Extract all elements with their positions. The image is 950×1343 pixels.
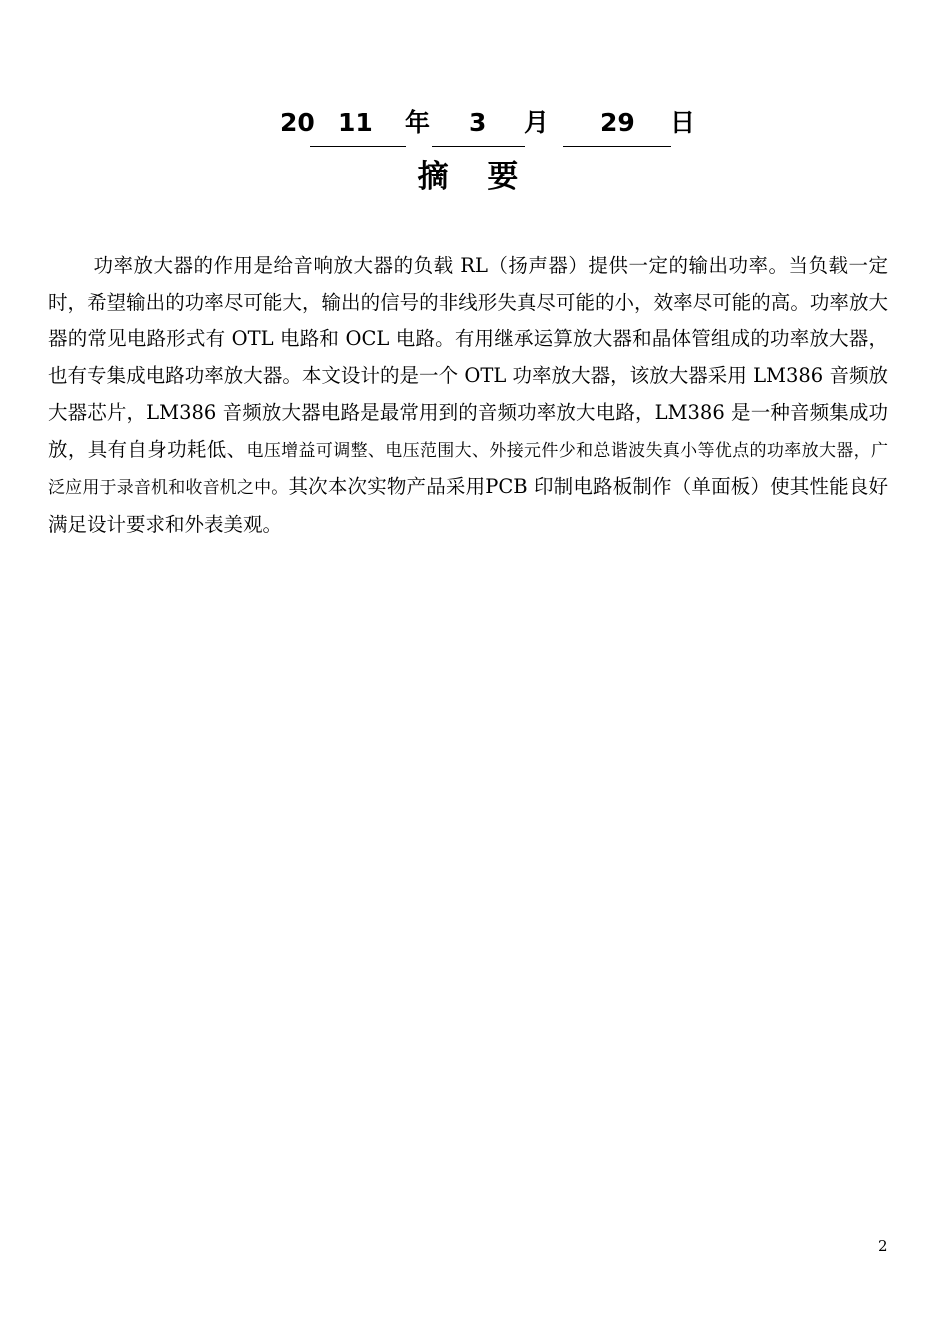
page-number: 2 [878,1237,888,1255]
date-line [0,106,950,146]
abstract-body [48,248,888,544]
date-day: 29 [600,108,635,137]
year-underline [310,146,406,147]
day-underline [563,146,671,147]
abstract-heading: 摘 要 [417,159,533,195]
abstract-text-part3: 其次本次实物产品采用PCB 印制电路板制作（单面板）使其性能良好满足设计要求和外表美观。 [48,475,889,536]
date-month-label: 月 [524,108,550,137]
date-month: 3 [469,108,487,137]
abstract-text-part1: 功率放大器的作用是给音响放大器的负载 RL（扬声器）提供一定的输出功率。当负载一定时，希望输出的功率尽可能大，输出的信号的非线形失真尽可能的小，效率尽可能的高。功率放大器的常见电路形式有 OTL 电路和 OCL 电路。有用继承运算放大器和晶体管组成的功率放大器，也有专集成电路功率放大器。本文设计的是一个 OTL 功率放大器，该放大器采用 LM386 音频放大器芯片，LM386 音频放大器电路是最常用到的音频功率放大电路，LM386 是一种音频集成功放，具有自身功耗低、 [48,254,888,461]
date-year-part2: 11 [338,108,373,137]
date-day-label: 日 [670,108,696,137]
abstract-text-part2: 电压增益可调整、电压范围大、外接元件少和总谐波失真小等优点的功率放大器，广泛应用于录音机和收音机之中。 [48,440,888,499]
month-underline [432,146,525,147]
date-year-label: 年 [405,108,431,137]
date-year-part1: 20 [280,108,315,137]
